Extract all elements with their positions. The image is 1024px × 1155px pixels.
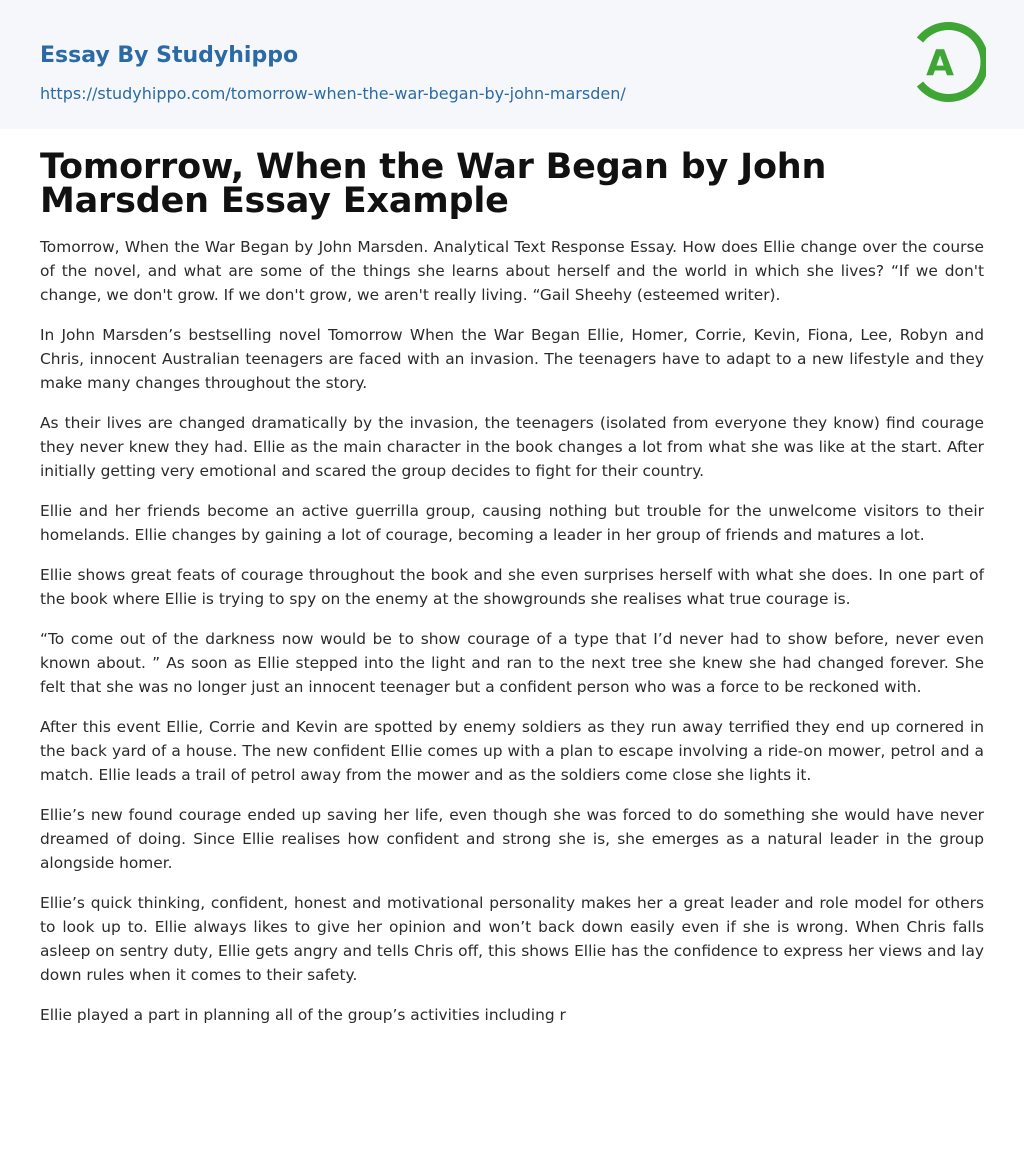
studyhippo-logo-icon[interactable] bbox=[912, 19, 986, 105]
essay-paragraph: In John Marsden’s bestselling novel Tomorrow When the War Began Ellie, Homer, Corrie, Kevin, Fiona, Lee, Robyn and Chris, innocent Australian teenagers are faced with an invasion. The teenagers have to adapt to a new lifestyle and they make many changes throughout the story. bbox=[40, 326, 984, 392]
essay-paragraph: After this event Ellie, Corrie and Kevin are spotted by enemy soldiers as they run away terrified they end up cornered in the back yard of a house. The new confident Ellie comes up with a plan to escape involving a ride-on mower, petrol and a match. Ellie leads a trail of petrol away from the mower and as the soldiers come close she lights it. bbox=[40, 718, 984, 784]
essay-paragraph: Ellie shows great feats of courage throughout the book and she even surprises herself with what she does. In one part of the book where Ellie is trying to spy on the enemy at the showgrounds she realises what true courage is. bbox=[40, 566, 984, 608]
essay-content bbox=[0, 129, 1024, 1027]
site-title[interactable]: Essay By Studyhippo bbox=[40, 43, 299, 68]
essay-paragraph: Ellie’s quick thinking, confident, honest and motivational personality makes her a great leader and role model for others to look up to. Ellie always likes to give her opinion and won’t back down easily even if she is wrong. When Chris falls asleep on sentry duty, Ellie gets angry and tells Chris off, this shows Ellie has the confidence to express her views and lay down rules when it comes to their safety. bbox=[40, 894, 984, 984]
essay-url-link[interactable]: https://studyhippo.com/tomorrow-when-the-war-began-by-john-marsden/ bbox=[40, 84, 626, 103]
essay-title: Tomorrow, When the War Began by John Marsden Essay Example bbox=[40, 147, 827, 221]
essay-paragraph: “To come out of the darkness now would be to show courage of a type that I’d never had to show before, never even known about. ” As soon as Ellie stepped into the light and ran to the next tree she knew she had changed forever. She felt that she was no longer just an innocent teenager but a confident person who was a force to be reckoned with. bbox=[40, 630, 984, 696]
essay-paragraph: Ellie played a part in planning all of the group’s activities including r bbox=[40, 1006, 566, 1024]
logo-letter: A bbox=[926, 43, 954, 84]
essay-paragraph: Tomorrow, When the War Began by John Marsden. Analytical Text Response Essay. How does Ellie change over the course of the novel, and what are some of the things she learns about herself and the world in which she lives? “If we don't change, we don't grow. If we don't grow, we aren't really living. “Gail Sheehy (esteemed writer). bbox=[40, 238, 984, 304]
essay-paragraph: Ellie and her friends become an active guerrilla group, causing nothing but trouble for the unwelcome visitors to their homelands. Ellie changes by gaining a lot of courage, becoming a leader in her group of friends and matures a lot. bbox=[40, 502, 984, 544]
essay-paragraph: Ellie’s new found courage ended up saving her life, even though she was forced to do something she would have never dreamed of doing. Since Ellie realises how confident and strong she is, she emerges as a natural leader in the group alongside homer. bbox=[40, 806, 984, 872]
site-header bbox=[0, 0, 1024, 129]
essay-paragraph: As their lives are changed dramatically by the invasion, the teenagers (isolated from everyone they know) find courage they never knew they had. Ellie as the main character in the book changes a lot from what she was like at the start. After initially getting very emotional and scared the group decides to fight for their country. bbox=[40, 414, 984, 480]
